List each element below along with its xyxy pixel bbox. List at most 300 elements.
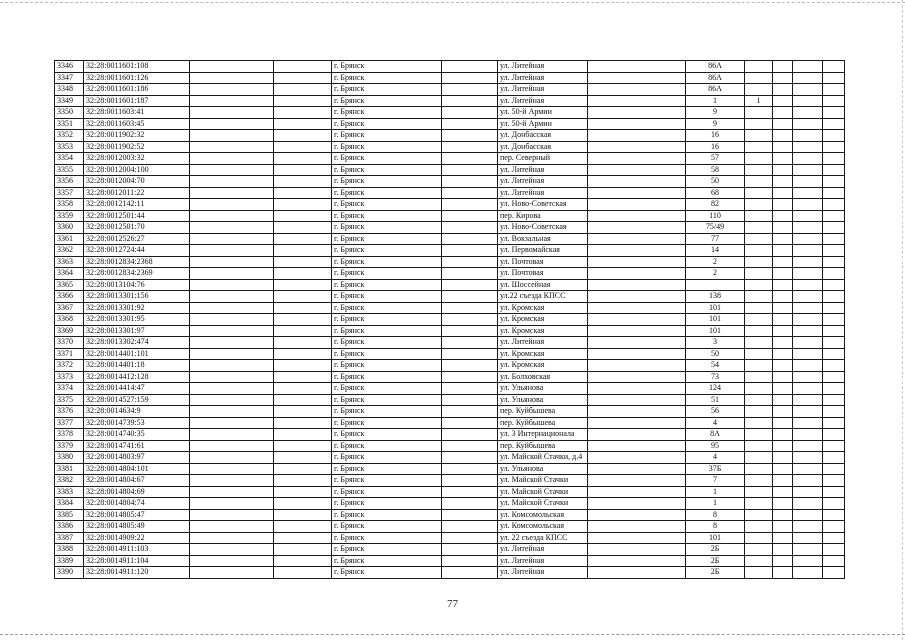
empty-cell — [823, 509, 845, 521]
street: ул. Почтовая — [498, 256, 588, 268]
street: ул. Ульянова — [498, 383, 588, 395]
cadastral-number: 32:28:0014911:120 — [84, 567, 190, 579]
empty-cell — [190, 72, 274, 84]
cadastral-number: 32:28:0012004:100 — [84, 164, 190, 176]
empty-cell — [442, 417, 498, 429]
city: г. Брянск — [332, 521, 442, 533]
empty-cell — [793, 417, 823, 429]
empty-cell — [773, 187, 793, 199]
empty-cell — [793, 555, 823, 567]
empty-cell — [442, 452, 498, 464]
empty-cell — [190, 521, 274, 533]
empty-cell — [588, 337, 686, 349]
extra-number — [745, 440, 773, 452]
empty-cell — [823, 325, 845, 337]
cadastral-number: 32:28:0012011:22 — [84, 187, 190, 199]
house-number: 1 — [686, 498, 745, 510]
empty-cell — [190, 245, 274, 257]
empty-cell — [823, 394, 845, 406]
street: ул. Литейная — [498, 72, 588, 84]
house-number: 7 — [686, 475, 745, 487]
empty-cell — [442, 348, 498, 360]
extra-number — [745, 394, 773, 406]
empty-cell — [823, 486, 845, 498]
row-number: 3378 — [55, 429, 84, 441]
extra-number — [745, 406, 773, 418]
empty-cell — [190, 61, 274, 73]
empty-cell — [823, 452, 845, 464]
register-table-body — [55, 61, 845, 579]
empty-cell — [793, 314, 823, 326]
empty-cell — [773, 130, 793, 142]
row-number: 3368 — [55, 314, 84, 326]
empty-cell — [190, 314, 274, 326]
city: г. Брянск — [332, 532, 442, 544]
empty-cell — [274, 164, 332, 176]
empty-cell — [823, 61, 845, 73]
city: г. Брянск — [332, 72, 442, 84]
empty-cell — [588, 394, 686, 406]
cadastral-number: 32:28:0014739:53 — [84, 417, 190, 429]
table-row — [55, 176, 845, 188]
empty-cell — [274, 475, 332, 487]
city: г. Брянск — [332, 199, 442, 211]
empty-cell — [773, 279, 793, 291]
empty-cell — [793, 153, 823, 165]
cadastral-number: 32:28:0014740:35 — [84, 429, 190, 441]
empty-cell — [442, 118, 498, 130]
city: г. Брянск — [332, 509, 442, 521]
empty-cell — [442, 463, 498, 475]
city: г. Брянск — [332, 107, 442, 119]
extra-number — [745, 302, 773, 314]
city: г. Брянск — [332, 348, 442, 360]
house-number: 101 — [686, 325, 745, 337]
street: ул. Комсомольская — [498, 521, 588, 533]
cadastral-number: 32:28:0014804:101 — [84, 463, 190, 475]
empty-cell — [588, 509, 686, 521]
empty-cell — [588, 475, 686, 487]
empty-cell — [793, 245, 823, 257]
empty-cell — [442, 291, 498, 303]
empty-cell — [274, 486, 332, 498]
street: ул. Литейная — [498, 61, 588, 73]
row-number: 3357 — [55, 187, 84, 199]
empty-cell — [190, 95, 274, 107]
street: ул. Литейная — [498, 337, 588, 349]
empty-cell — [190, 452, 274, 464]
city: г. Брянск — [332, 417, 442, 429]
house-number: 124 — [686, 383, 745, 395]
row-number: 3373 — [55, 371, 84, 383]
empty-cell — [588, 291, 686, 303]
empty-cell — [793, 291, 823, 303]
cadastral-number: 32:28:0014911:103 — [84, 544, 190, 556]
row-number: 3363 — [55, 256, 84, 268]
city: г. Брянск — [332, 475, 442, 487]
empty-cell — [823, 233, 845, 245]
empty-cell — [773, 383, 793, 395]
empty-cell — [274, 452, 332, 464]
empty-cell — [773, 567, 793, 579]
row-number: 3355 — [55, 164, 84, 176]
empty-cell — [274, 406, 332, 418]
empty-cell — [190, 107, 274, 119]
extra-number — [745, 210, 773, 222]
cadastral-number: 32:28:0012004:70 — [84, 176, 190, 188]
row-number: 3364 — [55, 268, 84, 280]
house-number: 8 — [686, 509, 745, 521]
empty-cell — [274, 84, 332, 96]
empty-cell — [823, 463, 845, 475]
extra-number — [745, 245, 773, 257]
house-number: 86А — [686, 84, 745, 96]
city: г. Брянск — [332, 291, 442, 303]
empty-cell — [588, 233, 686, 245]
table-row — [55, 164, 845, 176]
street: ул. 50-й Армии — [498, 107, 588, 119]
street: ул. Литейная — [498, 84, 588, 96]
empty-cell — [442, 475, 498, 487]
row-number: 3367 — [55, 302, 84, 314]
empty-cell — [442, 383, 498, 395]
extra-number — [745, 199, 773, 211]
house-number: 8 — [686, 521, 745, 533]
empty-cell — [773, 406, 793, 418]
empty-cell — [823, 314, 845, 326]
cadastral-number: 32:28:0013301:95 — [84, 314, 190, 326]
empty-cell — [442, 256, 498, 268]
cadastral-number: 32:28:0011603:41 — [84, 107, 190, 119]
empty-cell — [823, 337, 845, 349]
empty-cell — [190, 440, 274, 452]
empty-cell — [274, 360, 332, 372]
city: г. Брянск — [332, 279, 442, 291]
city: г. Брянск — [332, 130, 442, 142]
table-row — [55, 406, 845, 418]
city: г. Брянск — [332, 383, 442, 395]
empty-cell — [823, 164, 845, 176]
empty-cell — [773, 555, 793, 567]
empty-cell — [773, 199, 793, 211]
extra-number — [745, 429, 773, 441]
empty-cell — [190, 371, 274, 383]
empty-cell — [274, 291, 332, 303]
empty-cell — [588, 95, 686, 107]
empty-cell — [190, 348, 274, 360]
row-number: 3346 — [55, 61, 84, 73]
house-number — [686, 279, 745, 291]
empty-cell — [190, 383, 274, 395]
empty-cell — [773, 440, 793, 452]
city: г. Брянск — [332, 210, 442, 222]
extra-number — [745, 544, 773, 556]
row-number: 3350 — [55, 107, 84, 119]
empty-cell — [773, 84, 793, 96]
street: пер. Куйбышева — [498, 440, 588, 452]
street: пер. Куйбышева — [498, 406, 588, 418]
row-number: 3358 — [55, 199, 84, 211]
house-number: 101 — [686, 302, 745, 314]
empty-cell — [823, 555, 845, 567]
empty-cell — [823, 291, 845, 303]
city: г. Брянск — [332, 233, 442, 245]
empty-cell — [442, 360, 498, 372]
empty-cell — [823, 360, 845, 372]
empty-cell — [773, 256, 793, 268]
empty-cell — [773, 222, 793, 234]
empty-cell — [773, 429, 793, 441]
table-row — [55, 118, 845, 130]
row-number: 3348 — [55, 84, 84, 96]
empty-cell — [793, 302, 823, 314]
city: г. Брянск — [332, 245, 442, 257]
extra-number — [745, 84, 773, 96]
row-number: 3351 — [55, 118, 84, 130]
empty-cell — [823, 95, 845, 107]
city: г. Брянск — [332, 440, 442, 452]
empty-cell — [274, 199, 332, 211]
empty-cell — [274, 348, 332, 360]
empty-cell — [442, 371, 498, 383]
table-row — [55, 567, 845, 579]
empty-cell — [190, 302, 274, 314]
table-row — [55, 210, 845, 222]
empty-cell — [442, 544, 498, 556]
empty-cell — [773, 337, 793, 349]
extra-number — [745, 371, 773, 383]
empty-cell — [274, 107, 332, 119]
street: ул. Болховская — [498, 371, 588, 383]
empty-cell — [773, 475, 793, 487]
house-number: 3 — [686, 337, 745, 349]
empty-cell — [793, 521, 823, 533]
row-number: 3385 — [55, 509, 84, 521]
city: г. Брянск — [332, 325, 442, 337]
house-number: 14 — [686, 245, 745, 257]
extra-number — [745, 222, 773, 234]
empty-cell — [823, 348, 845, 360]
house-number: 50 — [686, 176, 745, 188]
extra-number — [745, 291, 773, 303]
extra-number — [745, 521, 773, 533]
street: ул. Кромская — [498, 360, 588, 372]
empty-cell — [793, 475, 823, 487]
street: ул. Донбасская — [498, 130, 588, 142]
empty-cell — [793, 463, 823, 475]
empty-cell — [274, 95, 332, 107]
empty-cell — [588, 325, 686, 337]
empty-cell — [793, 279, 823, 291]
empty-cell — [190, 509, 274, 521]
row-number: 3372 — [55, 360, 84, 372]
empty-cell — [442, 337, 498, 349]
street: ул. Комсомольская — [498, 509, 588, 521]
empty-cell — [588, 245, 686, 257]
empty-cell — [793, 337, 823, 349]
empty-cell — [823, 440, 845, 452]
empty-cell — [442, 107, 498, 119]
empty-cell — [588, 567, 686, 579]
empty-cell — [773, 544, 793, 556]
empty-cell — [793, 486, 823, 498]
cadastral-number: 32:28:0014412:128 — [84, 371, 190, 383]
extra-number — [745, 187, 773, 199]
table-row — [55, 509, 845, 521]
cadastral-number: 32:28:0011601:187 — [84, 95, 190, 107]
empty-cell — [274, 521, 332, 533]
empty-cell — [773, 463, 793, 475]
empty-cell — [190, 429, 274, 441]
empty-cell — [190, 176, 274, 188]
cadastral-number: 32:28:0012501:44 — [84, 210, 190, 222]
empty-cell — [588, 302, 686, 314]
empty-cell — [773, 509, 793, 521]
empty-cell — [442, 429, 498, 441]
empty-cell — [588, 440, 686, 452]
table-row — [55, 371, 845, 383]
street: ул. Кромская — [498, 325, 588, 337]
empty-cell — [823, 153, 845, 165]
cadastral-number: 32:28:0014911:104 — [84, 555, 190, 567]
extra-number — [745, 567, 773, 579]
empty-cell — [793, 440, 823, 452]
house-number: 2Б — [686, 544, 745, 556]
cadastral-number: 32:28:0012003:32 — [84, 153, 190, 165]
cadastral-number: 32:28:0012526:27 — [84, 233, 190, 245]
empty-cell — [823, 406, 845, 418]
extra-number — [745, 256, 773, 268]
city: г. Брянск — [332, 498, 442, 510]
empty-cell — [793, 371, 823, 383]
empty-cell — [190, 360, 274, 372]
table-row — [55, 61, 845, 73]
empty-cell — [442, 314, 498, 326]
extra-number — [745, 383, 773, 395]
cadastral-number: 32:28:0014804:74 — [84, 498, 190, 510]
row-number: 3354 — [55, 153, 84, 165]
empty-cell — [274, 498, 332, 510]
empty-cell — [274, 118, 332, 130]
house-number: 101 — [686, 532, 745, 544]
empty-cell — [823, 107, 845, 119]
table-row — [55, 245, 845, 257]
house-number: 8А — [686, 429, 745, 441]
empty-cell — [274, 233, 332, 245]
house-number: 16 — [686, 141, 745, 153]
empty-cell — [823, 210, 845, 222]
empty-cell — [588, 463, 686, 475]
city: г. Брянск — [332, 452, 442, 464]
empty-cell — [823, 532, 845, 544]
cadastral-number: 32:28:0014804:67 — [84, 475, 190, 487]
street: ул. Литейная — [498, 164, 588, 176]
empty-cell — [773, 107, 793, 119]
row-number: 3387 — [55, 532, 84, 544]
extra-number — [745, 509, 773, 521]
empty-cell — [793, 383, 823, 395]
empty-cell — [773, 325, 793, 337]
empty-cell — [793, 84, 823, 96]
house-number: 82 — [686, 199, 745, 211]
house-number: 37Б — [686, 463, 745, 475]
extra-number — [745, 555, 773, 567]
empty-cell — [274, 383, 332, 395]
empty-cell — [588, 417, 686, 429]
table-row — [55, 417, 845, 429]
row-number: 3369 — [55, 325, 84, 337]
empty-cell — [442, 84, 498, 96]
empty-cell — [588, 61, 686, 73]
empty-cell — [190, 130, 274, 142]
cadastral-number: 32:28:0012142:11 — [84, 199, 190, 211]
row-number: 3349 — [55, 95, 84, 107]
empty-cell — [823, 245, 845, 257]
empty-cell — [773, 302, 793, 314]
table-row — [55, 291, 845, 303]
street: ул. Майской Стачки — [498, 498, 588, 510]
empty-cell — [773, 95, 793, 107]
extra-number — [745, 475, 773, 487]
house-number: 9 — [686, 107, 745, 119]
row-number: 3352 — [55, 130, 84, 142]
empty-cell — [773, 268, 793, 280]
empty-cell — [773, 521, 793, 533]
empty-cell — [588, 544, 686, 556]
house-number: 101 — [686, 314, 745, 326]
city: г. Брянск — [332, 429, 442, 441]
empty-cell — [793, 532, 823, 544]
cadastral-number: 32:28:0013301:92 — [84, 302, 190, 314]
empty-cell — [190, 555, 274, 567]
house-number: 2Б — [686, 555, 745, 567]
table-row — [55, 475, 845, 487]
house-number: 68 — [686, 187, 745, 199]
empty-cell — [274, 429, 332, 441]
row-number: 3386 — [55, 521, 84, 533]
empty-cell — [442, 199, 498, 211]
city: г. Брянск — [332, 544, 442, 556]
street: ул. Литейная — [498, 187, 588, 199]
empty-cell — [442, 164, 498, 176]
empty-cell — [773, 153, 793, 165]
cadastral-number: 32:28:0014803:97 — [84, 452, 190, 464]
empty-cell — [793, 72, 823, 84]
empty-cell — [823, 417, 845, 429]
extra-number — [745, 72, 773, 84]
extra-number — [745, 153, 773, 165]
empty-cell — [190, 256, 274, 268]
cadastral-number: 32:28:0014527:159 — [84, 394, 190, 406]
cadastral-number: 32:28:0014414:47 — [84, 383, 190, 395]
table-row — [55, 268, 845, 280]
empty-cell — [823, 279, 845, 291]
city: г. Брянск — [332, 141, 442, 153]
city: г. Брянск — [332, 268, 442, 280]
empty-cell — [588, 153, 686, 165]
empty-cell — [773, 348, 793, 360]
house-number: 4 — [686, 417, 745, 429]
empty-cell — [588, 452, 686, 464]
empty-cell — [823, 371, 845, 383]
empty-cell — [588, 314, 686, 326]
city: г. Брянск — [332, 222, 442, 234]
street: ул. Кромская — [498, 314, 588, 326]
cadastral-number: 32:28:0014401:101 — [84, 348, 190, 360]
empty-cell — [823, 72, 845, 84]
city: г. Брянск — [332, 567, 442, 579]
street: ул. Кромская — [498, 348, 588, 360]
